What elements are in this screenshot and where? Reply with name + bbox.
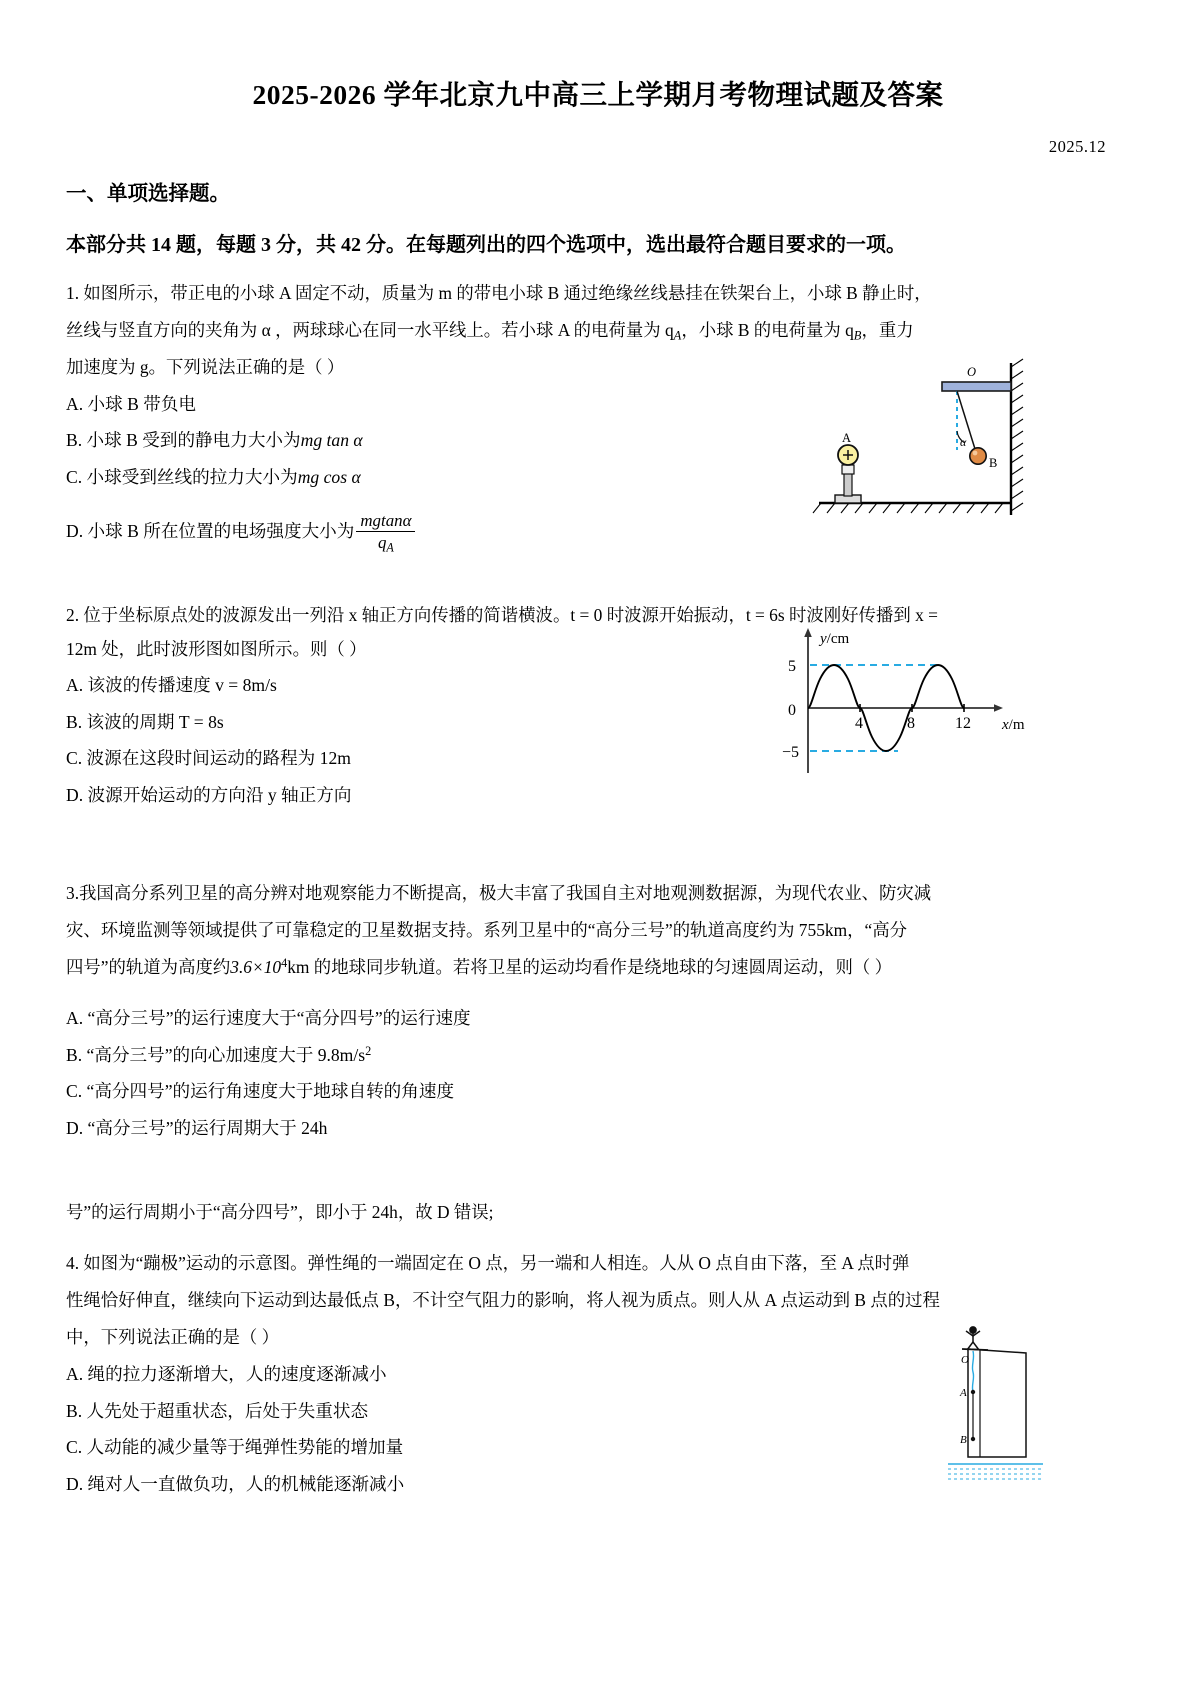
q4-label-A: A [960,1387,967,1400]
question-2 [66,599,1130,813]
q1-label-alpha: α [960,434,967,449]
question-1-stem-line-1: 1. 如图所示，带正电的小球 A 固定不动，质量为 m 的带电小球 B 通过绝缘丝线悬挂在铁架台上，小球 B 静止时， [66,282,932,303]
question-1-stem-line-3: 加速度为 g。下列说法正确的是（ ） [66,356,345,377]
q1-opt-d-fraction [356,511,415,555]
q4-label-O: O [961,1354,969,1367]
chart-ytick-neg5: −5 [782,744,800,762]
chart-ytick-5: 5 [788,658,796,676]
q1-opt-d-text: 小球 B 所在位置的电场强度大小为 [87,521,355,542]
question-1-stem-line-2 [66,312,1130,349]
q1-frac-numerator: mgtanα [360,510,412,530]
q1-opt-c-text: 小球受到丝线的拉力大小为 [86,466,298,487]
question-4-option-a [66,1356,896,1393]
stray-answer-line: 号”的运行周期小于“高分四号”，即小于 24h，故 D 错误; [66,1202,494,1223]
question-2-option-d [66,777,706,814]
question-2-option-b [66,704,706,741]
q2-opt-c-label: C. [66,748,83,769]
q3-opt-d-label: D. [66,1117,84,1138]
wave-chart [738,623,1028,788]
q4-opt-d-label: D. [66,1473,84,1494]
q3-opt-c-label: C. [66,1081,83,1102]
q4-opt-a-text: 绳的拉力逐渐增大，人的速度逐渐减小 [87,1363,387,1384]
q1-opt-c-math: mg cos α [297,466,361,487]
question-3-stem-line-3 [66,949,1130,986]
q1-frac-denominator-sub: A [386,540,394,555]
q3-stem3-unit: km [287,957,310,978]
section-subheading: 本部分共 14 题，每题 3 分，共 42 分。在每题列出的四个选项中，选出最符合题目要求的一项。 [66,233,906,256]
question-4-option-c [66,1429,896,1466]
q1-label-O: O [967,364,977,379]
q4-opt-c-text: 人动能的减少量等于绳弹性势能的增加量 [86,1437,404,1458]
chart-ytick-0: 0 [788,702,796,720]
q2-opt-b-text: 该波的周期 T = 8s [86,711,224,732]
question-3-option-d [66,1110,1130,1147]
question-2-option-c [66,740,706,777]
q3-opt-b-label: B. [66,1044,83,1065]
q4-opt-a-label: A. [66,1363,84,1384]
question-2-stem-line-2: 12m 处，此时波形图如图所示。则（ ） [66,639,367,660]
section-heading: 一、单项选择题。 [66,183,230,205]
q1-opt-a-label: A. [66,393,84,414]
question-2-stem-line-1: 2. 位于坐标原点处的波源发出一列沿 x 轴正方向传播的简谐横波。t = 0 时波源开始振动，t = 6s 时波刚好传播到 x = [66,605,938,626]
question-3-option-b [66,1037,1130,1074]
document-date: 2025.12 [1048,137,1106,156]
chart-ylabel: y/cm [820,631,850,648]
q2-opt-b-label: B. [66,711,83,732]
q3-stem3-a: 四号”的轨道为高度约 [66,957,231,978]
q1-stem2-sub-a: A [673,328,682,343]
q1-frac-denominator: q [377,532,387,552]
q3-stem3-b: 的地球同步轨道。若将卫星的运动均看作是绕地球的匀速圆周运动，则（ ） [313,957,893,978]
q1-stem2-b: ，小球 B 的电荷量为 q [681,319,854,340]
question-3-stem-line-2: 灾、环境监测等领域提供了可靠稳定的卫星数据支持。系列卫星中的“高分三号”的轨道高度约为 755km，“高分 [66,920,908,941]
q1-stem2-c: ，重力 [861,319,914,340]
q3-stem3-math: 3.6×10 [230,957,282,978]
q2-opt-d-label: D. [66,784,84,805]
question-1 [66,275,1130,555]
q2-opt-d-text: 波源开始运动的方向沿 y 轴正方向 [87,784,352,805]
q3-opt-a-label: A. [66,1008,84,1029]
q1-opt-d-label: D. [66,521,84,542]
q4-opt-b-label: B. [66,1400,83,1421]
q2-opt-a-label: A. [66,674,84,695]
q3-opt-c-text: “高分四号”的运行角速度大于地球自转的角速度 [86,1081,455,1102]
q3-opt-d-text: “高分三号”的运行周期大于 24h [87,1117,328,1138]
q1-opt-a-text: 小球 B 带负电 [87,393,197,414]
q4-opt-b-text: 人先处于超重状态，后处于失重状态 [86,1400,369,1421]
page-content [66,0,1130,1502]
chart-xtick-4: 4 [855,715,863,733]
question-4-figure [928,1317,1098,1487]
q1-opt-b-math: mg tan α [300,430,363,451]
question-1-figure [811,355,1051,520]
question-4-stem-line-2: 性绳恰好伸直，继续向下运动到达最低点 B，不计空气阻力的影响，将人视为质点。则人从 A 点运动到 B 点的过程 [66,1290,940,1311]
q4-opt-c-label: C. [66,1437,83,1458]
question-4-option-b [66,1393,896,1430]
chart-xtick-12: 12 [955,715,971,733]
question-3 [66,875,1130,1146]
q4-label-B: B [960,1434,967,1447]
q1-opt-b-label: B. [66,430,83,451]
question-3-option-a [66,1000,1130,1037]
q2-opt-c-text: 波源在这段时间运动的路程为 12m [86,748,351,769]
q1-stem2-a: 丝线与竖直方向的夹角为 α ，两球球心在同一水平线上。若小球 A 的电荷量为 q [66,319,674,340]
q2-opt-a-text: 该波的传播速度 v = 8m/s [87,674,277,695]
question-3-stem-line-1: 3.我国高分系列卫星的高分辨对地观察能力不断提高，极大丰富了我国自主对地观测数据源，为现代农业、防灾减 [66,883,932,904]
question-4-stem-line-1: 4. 如图为“蹦极”运动的示意图。弹性绳的一端固定在 O 点，另一端和人相连。人从 O 点自由下落，至 A 点时弹 [66,1253,910,1274]
chart-xtick-8: 8 [907,715,915,733]
q1-label-A: A [842,430,852,445]
question-4 [66,1245,1130,1502]
question-2-figure [738,623,1028,788]
q3-opt-b-text: “高分三号”的向心加速度大于 9.8m/s [86,1044,366,1065]
chart-xlabel: x/m [1002,717,1025,734]
question-2-option-a [66,667,706,704]
q1-opt-b-text: 小球 B 受到的静电力大小为 [86,430,301,451]
question-4-stem-line-3: 中，下列说法正确的是（ ） [66,1327,280,1348]
q1-label-B: B [989,455,998,470]
question-3-option-c [66,1073,1130,1110]
q1-opt-c-label: C. [66,466,83,487]
question-4-option-d [66,1466,896,1503]
q3-opt-b-sup: 2 [365,1043,372,1058]
q1-stem2-sub-b: B [853,328,862,343]
q4-opt-d-text: 绳对人一直做负功，人的机械能逐渐减小 [87,1473,405,1494]
q3-stem3-exp: 4 [281,956,288,971]
page-title: 2025-2026 学年北京九中高三上学期月考物理试题及答案 [252,79,944,110]
q3-opt-a-text: “高分三号”的运行速度大于“高分四号”的运行速度 [87,1008,471,1029]
